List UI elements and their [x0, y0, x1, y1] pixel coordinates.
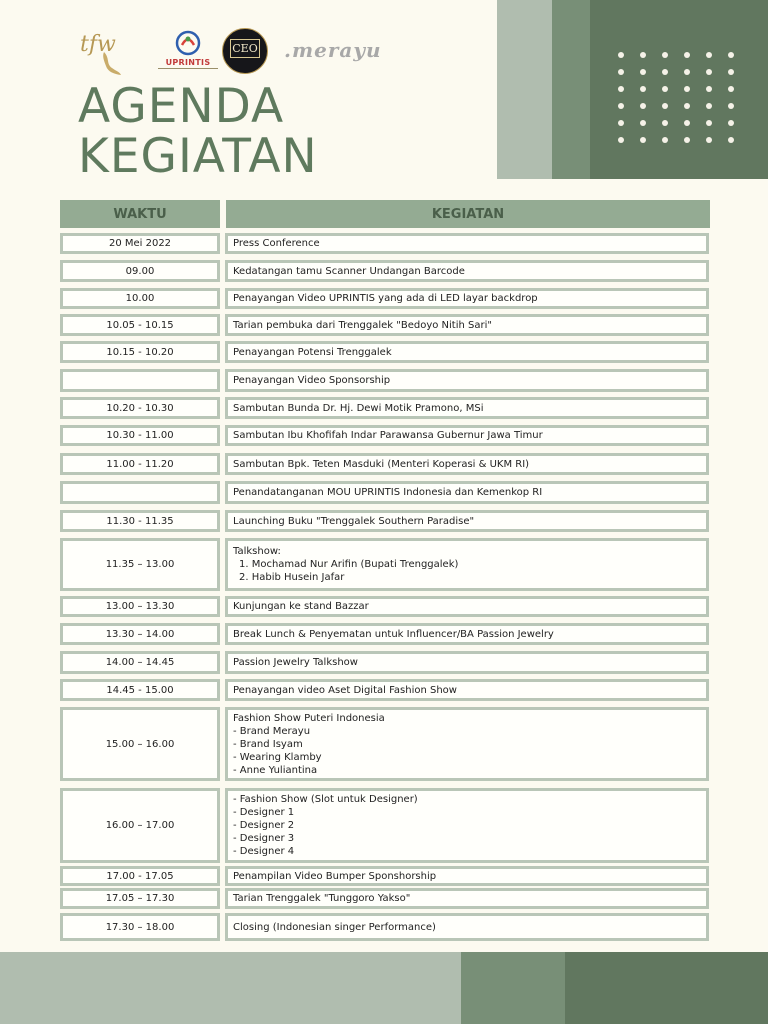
waktu-cell: 10.00 [60, 288, 220, 309]
decor-dot [684, 69, 690, 75]
decor-dot [618, 120, 624, 126]
tfw-logo: tfw [80, 32, 116, 57]
waktu-cell: 13.30 – 14.00 [60, 623, 220, 645]
kegiatan-cell [225, 481, 709, 504]
decor-dot [728, 52, 734, 58]
kegiatan-line: Sambutan Bunda Dr. Hj. Dewi Motik Pramono, MSi [233, 402, 484, 414]
decor-dot [640, 69, 646, 75]
kegiatan-cell [225, 397, 709, 419]
waktu-cell: 14.45 - 15.00 [60, 679, 220, 701]
waktu-cell: 13.00 – 13.30 [60, 596, 220, 617]
decor-dot [640, 52, 646, 58]
kegiatan-line: Break Lunch & Penyematan untuk Influencer/BA Passion Jewelry [233, 628, 554, 640]
decor-dot [728, 69, 734, 75]
decor-dot [728, 137, 734, 143]
waktu-cell [60, 369, 220, 392]
kegiatan-line: - Wearing Klamby [233, 751, 322, 763]
waktu-cell: 20 Mei 2022 [60, 233, 220, 254]
kegiatan-cell [225, 288, 709, 309]
kegiatan-cell [225, 260, 709, 282]
decor-dot [706, 137, 712, 143]
kegiatan-line: - Designer 4 [233, 846, 295, 857]
decor-dot [684, 86, 690, 92]
waktu-cell: 10.20 - 10.30 [60, 397, 220, 419]
kegiatan-line: Penayangan Video UPRINTIS yang ada di LED layar backdrop [233, 293, 538, 304]
kegiatan-cell [225, 341, 709, 363]
waktu-cell: 17.05 – 17.30 [60, 888, 220, 909]
decor-dot [618, 103, 624, 109]
kegiatan-line: - Brand Isyam [233, 738, 303, 750]
kegiatan-cell [225, 623, 709, 645]
decor-dot [662, 86, 668, 92]
waktu-cell: 10.05 - 10.15 [60, 314, 220, 336]
waktu-cell: 16.00 – 17.00 [60, 788, 220, 863]
decor-dot [662, 120, 668, 126]
page-title [78, 79, 318, 184]
kegiatan-cell [225, 425, 709, 446]
kegiatan-line: Penayangan Video Sponsorship [233, 375, 391, 386]
title-line-2: KEGIATAN [78, 129, 318, 184]
waktu-cell: 15.00 – 16.00 [60, 707, 220, 781]
waktu-cell: 14.00 – 14.45 [60, 651, 220, 674]
kegiatan-cell [225, 707, 709, 781]
waktu-cell: 11.00 - 11.20 [60, 453, 220, 475]
decor-dot [618, 69, 624, 75]
kegiatan-line: 2. Habib Husein Jafar [239, 572, 345, 583]
kegiatan-line: Tarian Trenggalek "Tunggoro Yakso" [233, 893, 411, 904]
decor-dot [706, 69, 712, 75]
decor-dot [662, 69, 668, 75]
kegiatan-line: - Designer 1 [233, 807, 295, 818]
kegiatan-line: Press Conference [233, 238, 320, 249]
decor-dot [662, 103, 668, 109]
merayu-logo: .merayu [284, 38, 382, 62]
column-header-kegiatan: KEGIATAN [226, 200, 710, 228]
kegiatan-line: Penandatanganan MOU UPRINTIS Indonesia dan Kemenkop RI [233, 487, 543, 498]
waktu-cell [60, 481, 220, 504]
dot-grid-decoration [618, 52, 748, 152]
kegiatan-cell [225, 651, 709, 674]
kegiatan-line: - Anne Yuliantina [233, 764, 318, 776]
decor-dot [684, 137, 690, 143]
decor-dot [706, 86, 712, 92]
bottom-band-dark [565, 952, 768, 1024]
kegiatan-line: Launching Buku "Trenggalek Southern Paradise" [233, 515, 475, 527]
kegiatan-line: Passion Jewelry Talkshow [233, 657, 358, 668]
decor-dot [640, 103, 646, 109]
kegiatan-line: Penayangan Potensi Trenggalek [233, 346, 392, 358]
decor-dot [706, 103, 712, 109]
kegiatan-line: Sambutan Ibu Khofifah Indar Parawansa Gubernur Jawa Timur [233, 430, 543, 441]
kegiatan-line: Penampilan Video Bumper Sponshorship [233, 870, 437, 882]
kegiatan-line: Talkshow: [233, 546, 281, 557]
kegiatan-cell [225, 679, 709, 701]
decor-dot [640, 86, 646, 92]
waktu-cell: 11.30 - 11.35 [60, 510, 220, 532]
decor-dot [662, 137, 668, 143]
decor-dot [618, 52, 624, 58]
sponsor-logos [78, 26, 398, 76]
waktu-cell: 10.30 - 11.00 [60, 425, 220, 446]
decor-dot [640, 137, 646, 143]
kegiatan-line: - Fashion Show (Slot untuk Designer) [233, 794, 418, 805]
waktu-cell: 17.30 – 18.00 [60, 913, 220, 941]
kegiatan-cell [225, 788, 709, 863]
waktu-cell: 11.35 – 13.00 [60, 538, 220, 591]
waktu-cell: 10.15 - 10.20 [60, 341, 220, 363]
decor-dot [662, 52, 668, 58]
decor-dot [728, 103, 734, 109]
decor-dot [728, 86, 734, 92]
kegiatan-cell [225, 314, 709, 336]
kegiatan-cell [225, 510, 709, 532]
kegiatan-line: 1. Mochamad Nur Arifin (Bupati Trenggalek) [239, 559, 459, 570]
kegiatan-line: - Designer 3 [233, 833, 295, 844]
uprintis-logo: UPRINTIS [158, 30, 218, 74]
kegiatan-line: Penayangan video Aset Digital Fashion Show [233, 684, 457, 696]
decor-dot [684, 103, 690, 109]
kegiatan-cell [225, 453, 709, 475]
decor-dot [684, 52, 690, 58]
kegiatan-cell [225, 596, 709, 617]
kegiatan-line: Closing (Indonesian singer Performance) [233, 921, 436, 933]
column-header-waktu: WAKTU [60, 200, 220, 228]
kegiatan-line: Sambutan Bpk. Teten Masduki (Menteri Koperasi & UKM RI) [233, 458, 530, 470]
kegiatan-cell [225, 866, 709, 886]
title-line-1: AGENDA [78, 79, 285, 134]
kegiatan-line: Kedatangan tamu Scanner Undangan Barcode [233, 265, 465, 277]
kegiatan-line: Fashion Show Puteri Indonesia [233, 712, 385, 724]
kegiatan-cell [225, 913, 709, 941]
tfw-swoosh-icon [100, 50, 122, 76]
decor-dot [706, 52, 712, 58]
kegiatan-cell [225, 538, 709, 591]
waktu-cell: 09.00 [60, 260, 220, 282]
kegiatan-cell [225, 369, 709, 392]
kegiatan-line: - Designer 2 [233, 820, 295, 831]
kegiatan-line: Kunjungan ke stand Bazzar [233, 601, 369, 612]
ceo-logo: CEO [222, 28, 268, 74]
decor-dot [706, 120, 712, 126]
decor-dot [618, 86, 624, 92]
kegiatan-cell [225, 233, 709, 254]
kegiatan-line: Tarian pembuka dari Trenggalek "Bedoyo Nitih Sari" [233, 319, 492, 331]
decor-dot [618, 137, 624, 143]
uprintis-emblem-icon [175, 30, 201, 56]
decor-dot [640, 120, 646, 126]
kegiatan-line: - Brand Merayu [233, 725, 311, 737]
decor-dot [728, 120, 734, 126]
kegiatan-cell [225, 888, 709, 909]
waktu-cell: 17.00 - 17.05 [60, 866, 220, 886]
decor-dot [684, 120, 690, 126]
